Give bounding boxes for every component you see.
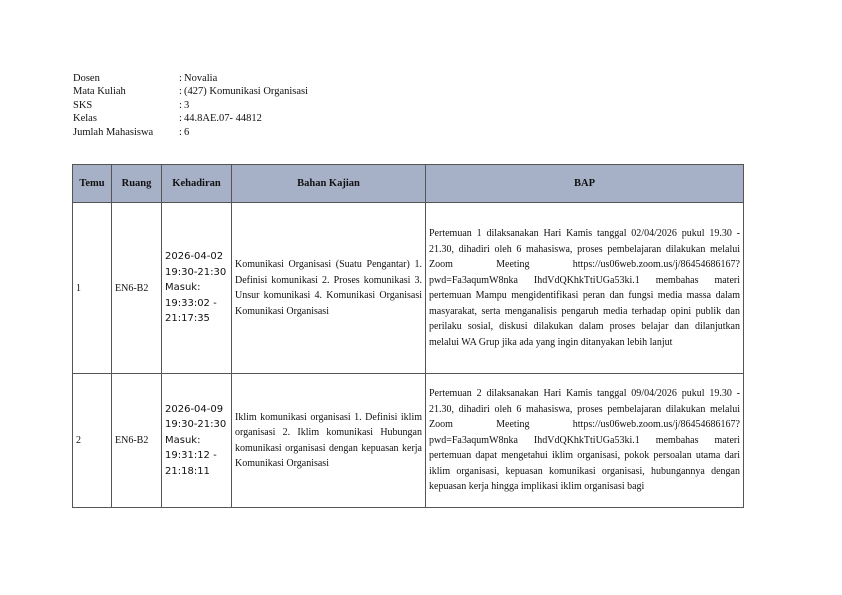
cell-ruang: EN6-B2 [112,203,162,374]
meta-value-kelas: 44.8AE.07- 44812 [184,113,262,125]
cell-temu: 2 [73,374,112,508]
meta-colon: : [179,126,182,138]
meta-colon: : [179,86,182,98]
meta-row-mata-kuliah [73,85,308,98]
meta-value-dosen: Novalia [184,73,218,84]
header-temu: Temu [73,165,112,203]
table-row [73,203,744,374]
cell-temu: 1 [73,203,112,374]
bap-text: Pertemuan 2 dilaksanakan Hari Kamis tanggal 09/04/2026 pukul 19.30 - 21.30, dihadiri oleh 6 mahasiswa, proses pembelajaran dilakukan melalui Zoom Meeting https://us06web.zoom.us/j/86454686167?pwd=Fa3aqumW8nka IhdVdQKhkTtiUGa53ki.1 membahas materi pertemuan dapat mengetahui iklim organisasi, pokok persoalan utama dari iklim organisasi, kepuasan komunikasi organisasi, hubungannya dengan kepuasan kerja hingga implikasi iklim organisasi bagi [429,387,740,493]
meta-row-sks [73,99,308,112]
header-bahan-kajian: Bahan Kajian [232,165,426,203]
table-row [73,374,744,508]
course-info [73,72,308,139]
meta-label: SKS [73,99,93,111]
meta-label: Jumlah Mahasiswa [73,126,154,138]
cell-kehadiran: 2026-04-09 19:30-21:30 Masuk: 19:31:12 - 21:18:11 [162,374,232,508]
cell-bahan-kajian: Komunikasi Organisasi (Suatu Pengantar) 1. Definisi komunikasi 2. Proses komunikasi 3. Unsur komunikasi 4. Komunikasi Organisasi Komunikasi Organisasi [232,203,426,374]
cell-ruang: EN6-B2 [112,374,162,508]
meta-value-mata-kuliah: (427) Komunikasi Organisasi [184,86,309,98]
meta-value-sks: 3 [184,99,190,111]
cell-bahan-kajian: Iklim komunikasi organisasi 1. Definisi iklim organisasi 2. Iklim komunikasi Hubungan komunikasi organisasi dengan kepuasan kerja Komunikasi Organisasi [232,374,426,508]
meta-row-kelas [73,112,308,125]
meta-row-jumlah-mahasiswa [73,126,308,139]
header-bap: BAP [426,165,744,203]
meta-colon: : [179,99,182,111]
meta-value-jumlah-mahasiswa: 6 [184,126,190,138]
table-header-row [73,165,744,203]
meta-label: Mata Kuliah [73,86,126,98]
meta-row-dosen [73,72,308,85]
meta-label: Dosen [73,73,100,84]
cell-bap [426,374,744,508]
bap-text: Pertemuan 1 dilaksanakan Hari Kamis tanggal 02/04/2026 pukul 19.30 - 21.30, dihadiri oleh 6 mahasiswa, proses pembelajaran dilakukan melalui Zoom Meeting https://us06web.zoom.us/j/86454686167?pwd=Fa3aqumW8nka IhdVdQKhkTtiUGa53ki.1 membahas materi pertemuan Mampu mengidentifikasi peran dan fungsi media massa dalam masyarakat, serta menganalisis pengaruh media terhadap opini publik dan perilaku sosial, diskusi dilakukan dalam proses belajar dan dilanjutkan melalui WA Grup jika ada yang ingin ditanyakan lebih lanjut [429,228,740,348]
header-ruang: Ruang [112,165,162,203]
cell-bap [426,203,744,374]
cell-kehadiran: 2026-04-02 19:30-21:30 Masuk: 19:33:02 - 21:17:35 [162,203,232,374]
bap-table [72,164,744,508]
meta-colon: : [179,73,182,84]
meta-label: Kelas [73,113,97,125]
header-kehadiran: Kehadiran [162,165,232,203]
meta-colon: : [179,113,182,125]
